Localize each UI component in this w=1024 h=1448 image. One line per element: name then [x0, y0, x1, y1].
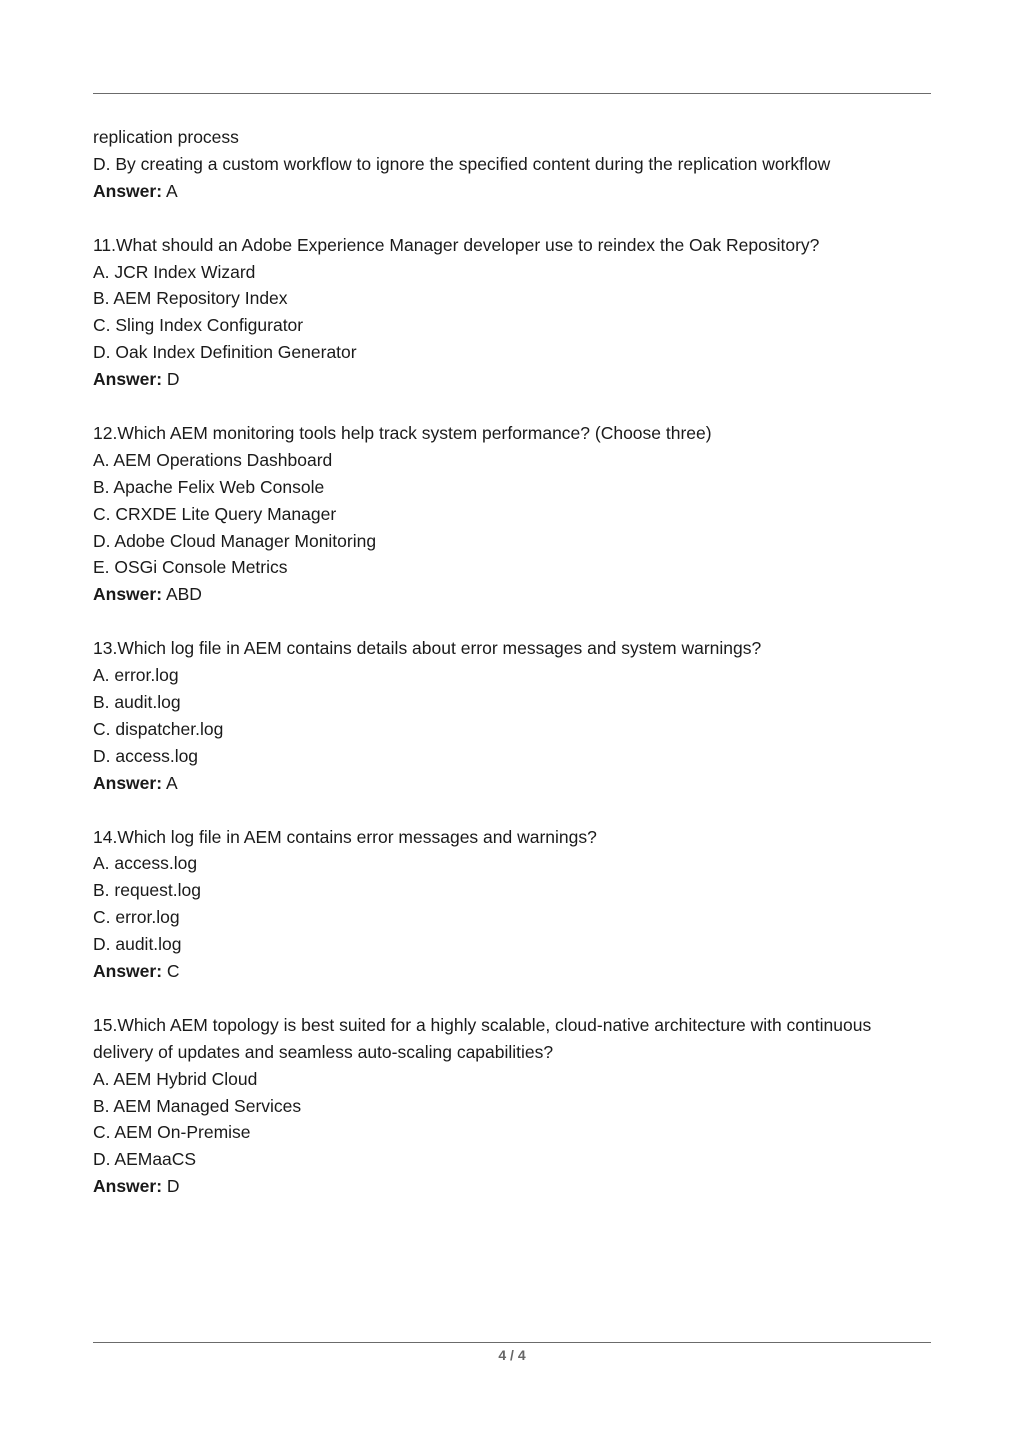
question-11 [93, 232, 931, 393]
question-stem: 13.Which log file in AEM contains details about error messages and system warnings? [93, 638, 762, 659]
option-c: C. CRXDE Lite Query Manager [93, 503, 337, 524]
option-c: C. Sling Index Configurator [93, 315, 304, 336]
option-a: A. AEM Hybrid Cloud [93, 1068, 258, 1089]
answer-value: A [165, 180, 178, 201]
header-divider [93, 93, 931, 94]
footer-divider [93, 1342, 931, 1343]
continuation-line: replication process [93, 127, 239, 147]
option-d: D. access.log [93, 745, 199, 766]
option-a: A. JCR Index Wizard [93, 261, 256, 282]
continuation-answer [93, 178, 931, 205]
option-c: C. dispatcher.log [93, 718, 224, 739]
option-b: B. AEM Repository Index [93, 288, 288, 309]
answer-label: Answer: [93, 584, 163, 605]
option-a: A. AEM Operations Dashboard [93, 449, 333, 470]
option-b: B. request.log [93, 880, 201, 901]
question-answer [93, 1173, 931, 1200]
option-a: A. access.log [93, 853, 198, 874]
option-d: D. Oak Index Definition Generator [93, 342, 357, 363]
question-answer [93, 770, 931, 797]
question-stem: 14.Which log file in AEM contains error messages and warnings? [93, 826, 597, 847]
question-stem: 15.Which AEM topology is best suited for a highly scalable, cloud-native architecture with continuous delivery of updates and seamless auto-scaling capabilities? [93, 1014, 872, 1062]
answer-value: A [165, 772, 178, 793]
option-d: D. Adobe Cloud Manager Monitoring [93, 530, 377, 551]
question-14 [93, 824, 931, 985]
answer-label: Answer: [93, 369, 163, 390]
question-stem: 11.What should an Adobe Experience Manager developer use to reindex the Oak Repository? [93, 234, 820, 255]
option-e: E. OSGi Console Metrics [93, 557, 288, 578]
question-answer [93, 581, 931, 608]
option-d: D. AEMaaCS [93, 1149, 197, 1170]
answer-value: D [166, 1176, 180, 1197]
answer-value: C [166, 961, 180, 982]
continuation-block [93, 124, 931, 205]
question-answer [93, 958, 931, 985]
answer-label: Answer: [93, 1176, 163, 1197]
option-c: C. AEM On-Premise [93, 1122, 251, 1143]
continuation-option-d: D. By creating a custom workflow to ignore the specified content during the replication workflow [93, 153, 831, 174]
option-a: A. error.log [93, 665, 179, 686]
option-c: C. error.log [93, 907, 180, 928]
option-b: B. Apache Felix Web Console [93, 476, 325, 497]
option-b: B. audit.log [93, 691, 181, 712]
question-stem: 12.Which AEM monitoring tools help track system performance? (Choose three) [93, 422, 712, 443]
answer-label: Answer: [93, 961, 163, 982]
question-13 [93, 635, 931, 796]
question-15 [93, 1012, 931, 1200]
question-12 [93, 420, 931, 608]
option-b: B. AEM Managed Services [93, 1095, 302, 1116]
answer-value: D [166, 369, 180, 390]
answer-label: Answer: [93, 772, 163, 793]
page-number: 4 / 4 [498, 1347, 526, 1363]
page-content [93, 124, 931, 1200]
option-d: D. audit.log [93, 934, 182, 955]
question-answer [93, 366, 931, 393]
answer-value: ABD [165, 584, 202, 605]
answer-label: Answer: [93, 180, 163, 201]
